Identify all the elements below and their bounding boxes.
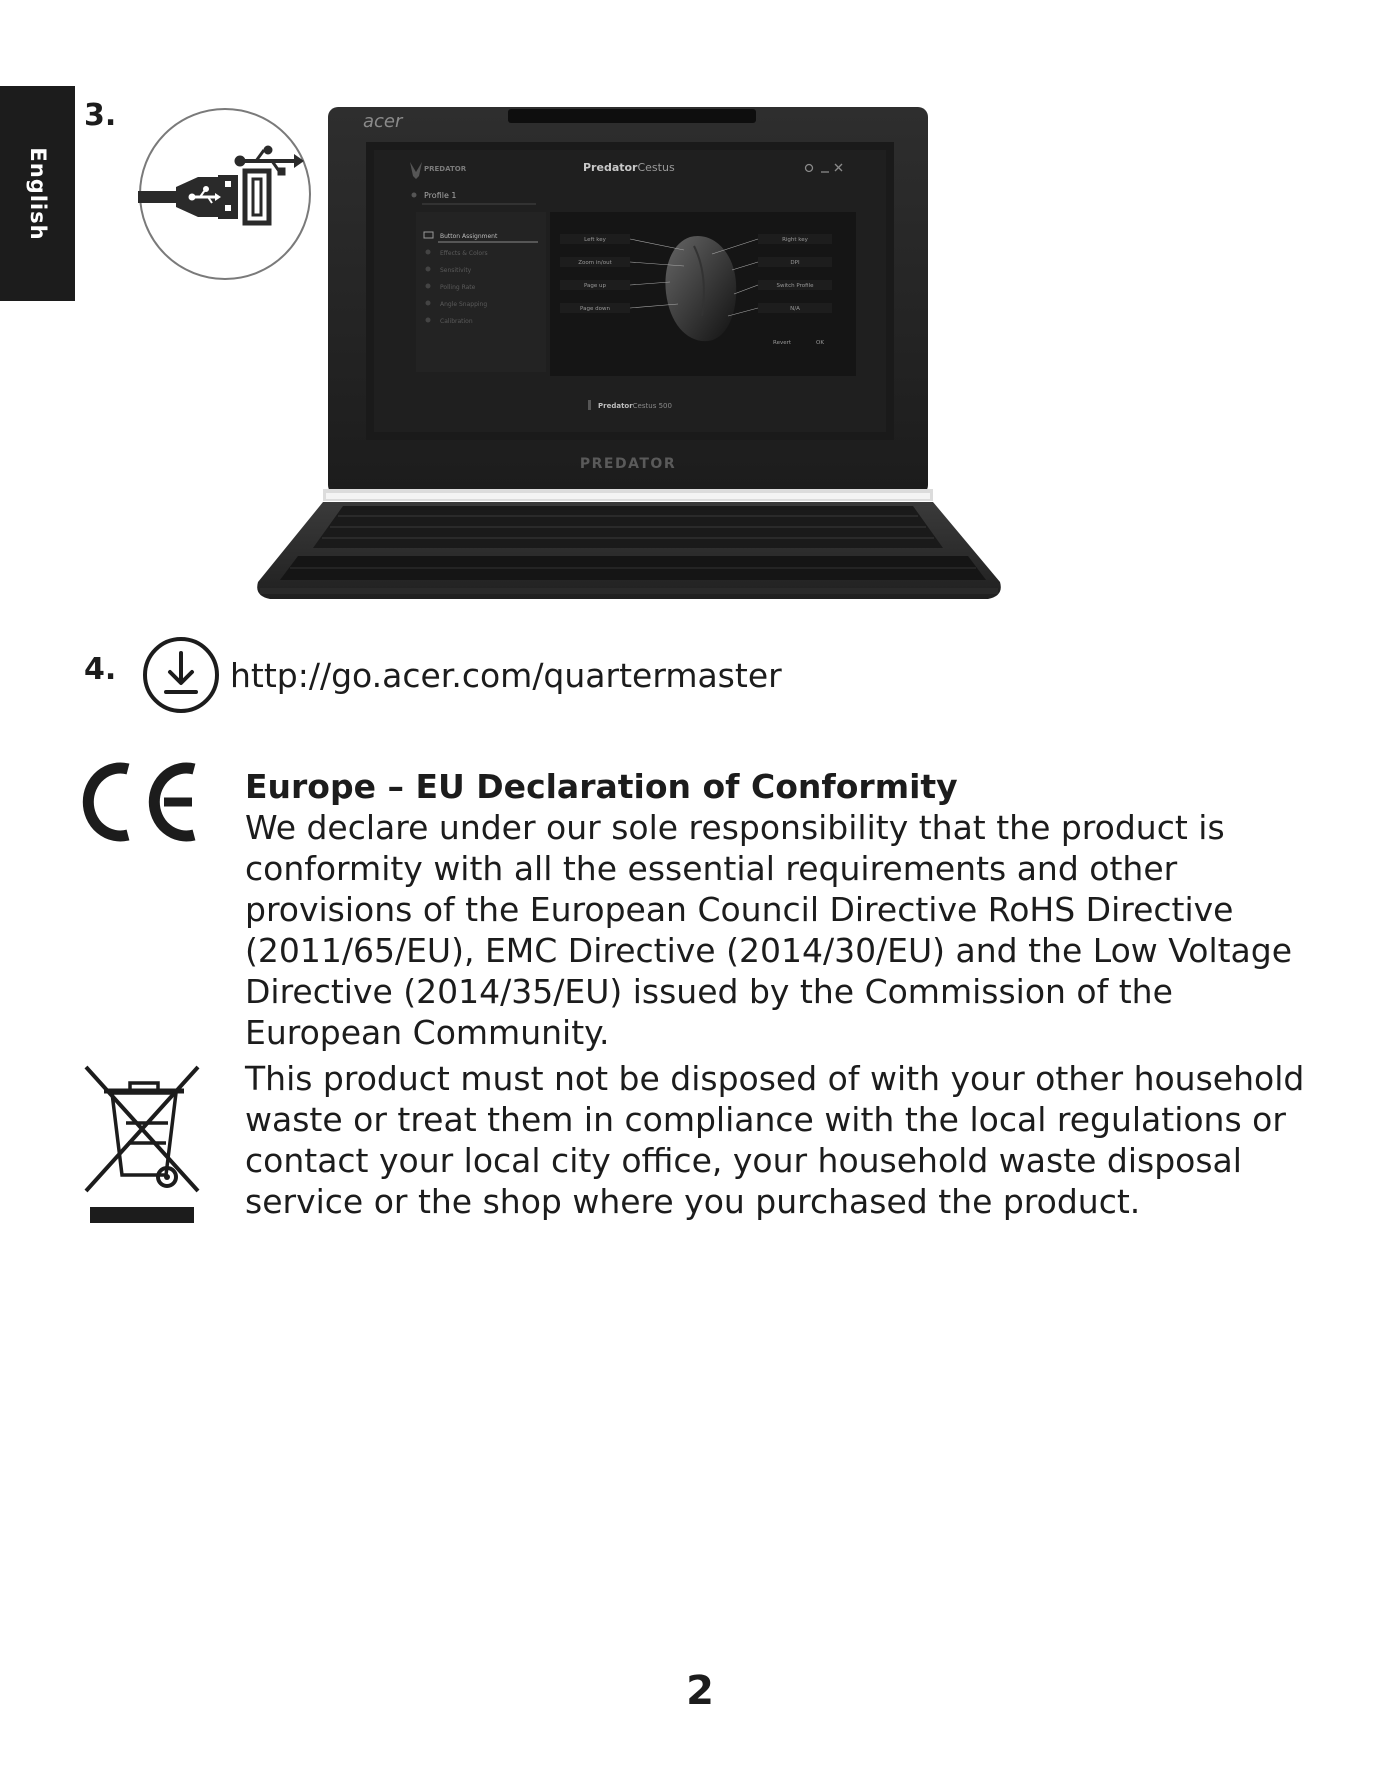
- svg-text:Switch Profile: Switch Profile: [776, 283, 814, 289]
- disposal-notice: This product must not be disposed of with your other household waste or treat them in compliance with the local regulations or contact your local city office, your household waste disposal service or the shop where you purchased the product.: [245, 1059, 1305, 1221]
- menu-item: Angle Snapping: [440, 301, 488, 308]
- ce-mark-icon: [82, 762, 200, 842]
- laptop-brand: acer: [363, 111, 403, 132]
- svg-text:N/A: N/A: [790, 306, 800, 312]
- svg-text:PREDATOR: PREDATOR: [424, 165, 467, 173]
- menu-item: Polling Rate: [440, 284, 476, 291]
- menu-item: Button Assignment: [440, 233, 498, 240]
- profile-selector: Profile 1: [424, 191, 457, 200]
- declaration-body: We declare under our sole responsibility that the product is conformity with all the essential requirements and other provisions of the European Council Directive RoHS Directive (2011/65/EU), EMC Directive (2014/30/EU) and the Low Voltage Directive (2014/35/EU) issued by the Commission of the European Community.: [245, 808, 1293, 1052]
- laptop-illustration: [238, 104, 1030, 604]
- page-number: 2: [686, 1668, 714, 1714]
- svg-text:Zoom in/out: Zoom in/out: [578, 260, 612, 266]
- download-url-link[interactable]: http://go.acer.com/quartermaster: [230, 656, 782, 695]
- menu-item: Sensitivity: [440, 267, 472, 274]
- step-3-number: 3.: [84, 98, 117, 133]
- weee-bin-icon: [82, 1063, 202, 1225]
- download-icon: [142, 636, 220, 714]
- language-tab: [0, 86, 75, 301]
- revert-button: Revert: [773, 340, 792, 346]
- svg-text:Left key: Left key: [584, 237, 606, 243]
- ok-button: OK: [816, 340, 824, 346]
- bezel-logo: PREDATOR: [579, 456, 677, 472]
- app-title: PredatorCestus: [583, 161, 675, 174]
- svg-text:Page down: Page down: [580, 306, 610, 312]
- language-tab-label: English: [25, 146, 50, 241]
- menu-item: Effects & Colors: [440, 250, 488, 257]
- eu-declaration: [245, 766, 1325, 1053]
- menu-item: Calibration: [440, 318, 473, 325]
- svg-text:Page up: Page up: [583, 283, 607, 289]
- declaration-title: Europe – EU Declaration of Conformity: [245, 767, 958, 806]
- device-name: PredatorCestus 500: [598, 402, 672, 410]
- step-4-number: 4.: [84, 652, 117, 687]
- svg-text:DPI: DPI: [790, 260, 800, 266]
- svg-text:Right key: Right key: [782, 237, 808, 243]
